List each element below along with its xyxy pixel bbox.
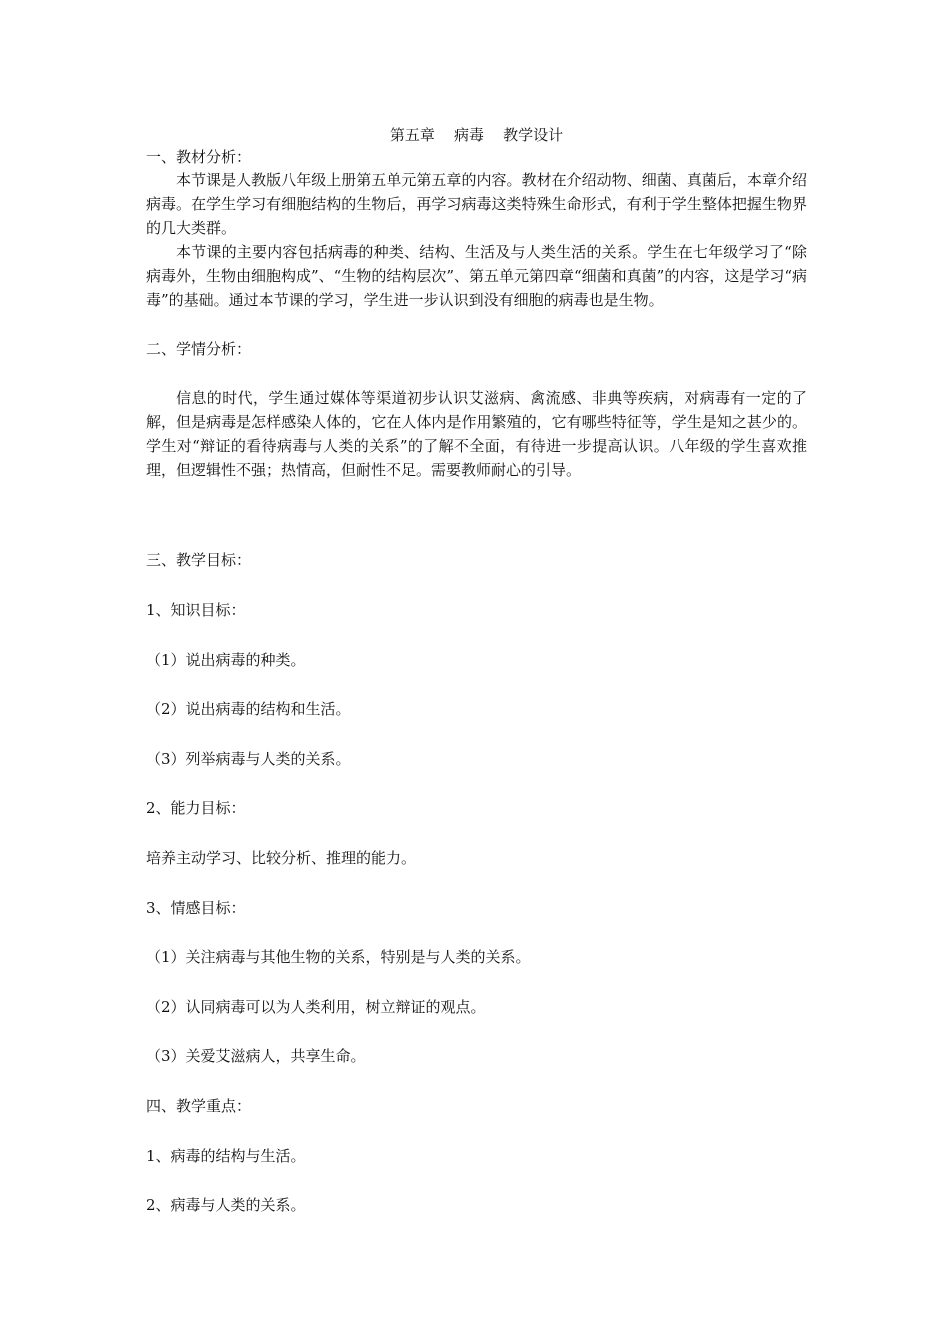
list-item-focus-1: 1、病毒的结构与生活。 <box>146 1147 306 1165</box>
subheading-emotion-goals: 3、情感目标： <box>146 899 246 917</box>
document-content <box>146 124 807 482</box>
section-heading-teaching-goals: 三、教学目标： <box>146 551 252 569</box>
paragraph-student-analysis: 信息的时代，学生通过媒体等渠道初步认识艾滋病、禽流感、非典等疾病，对病毒有一定的了解，但是病毒是怎样感染人体的，它在人体内是作用繁殖的，它有哪些特征等，学生是知之甚少的。学生对“辩证的看待病毒与人类的关系”的了解不全面，有待进一步提高认识。八年级的学生喜欢推理，但逻辑性不强；热情高，但耐性不足。需要教师耐心的引导。 <box>146 389 807 479</box>
section-heading-student-analysis: 二、学情分析： <box>146 340 252 358</box>
list-item-emotion-3: （3）关爱艾滋病人，共享生命。 <box>146 1047 366 1065</box>
paragraph-textbook-analysis-2: 本节课的主要内容包括病毒的种类、结构、生活及与人类生活的关系。学生在七年级学习了“除病毒外，生物由细胞构成”、“生物的结构层次”、第五单元第四章“细菌和真菌”的内容，这是学习“病毒”的基础。通过本节课的学习，学生进一步认识到没有细胞的病毒也是生物。 <box>146 243 808 309</box>
subheading-ability-goals: 2、能力目标： <box>146 799 246 817</box>
list-item-emotion-2: （2）认同病毒可以为人类利用，树立辩证的观点。 <box>146 998 486 1016</box>
blank-line <box>146 312 807 338</box>
document-title: 第五章 病毒 教学设计 <box>389 126 564 144</box>
list-item-focus-2: 2、病毒与人类的关系。 <box>146 1196 306 1214</box>
list-item-knowledge-3: （3）列举病毒与人类的关系。 <box>146 750 351 768</box>
section-heading-teaching-focus: 四、教学重点： <box>146 1097 252 1115</box>
list-item-knowledge-1: （1）说出病毒的种类。 <box>146 651 306 669</box>
text-ability-goals: 培养主动学习、比较分析、推理的能力。 <box>146 849 417 867</box>
list-item-knowledge-2: （2）说出病毒的结构和生活。 <box>146 700 351 718</box>
paragraph-textbook-analysis-1: 本节课是人教版八年级上册第五单元第五章的内容。教材在介绍动物、细菌、真菌后，本章介绍病毒。在学生学习有细胞结构的生物后，再学习病毒这类特殊生命形式，有利于学生整体把握生物界的几大类群。 <box>146 171 807 237</box>
section-heading-textbook-analysis: 一、教材分析： <box>146 148 252 166</box>
subheading-knowledge-goals: 1、知识目标： <box>146 601 246 619</box>
blank-line <box>146 360 807 386</box>
list-item-emotion-1: （1）关注病毒与其他生物的关系，特别是与人类的关系。 <box>146 948 531 966</box>
